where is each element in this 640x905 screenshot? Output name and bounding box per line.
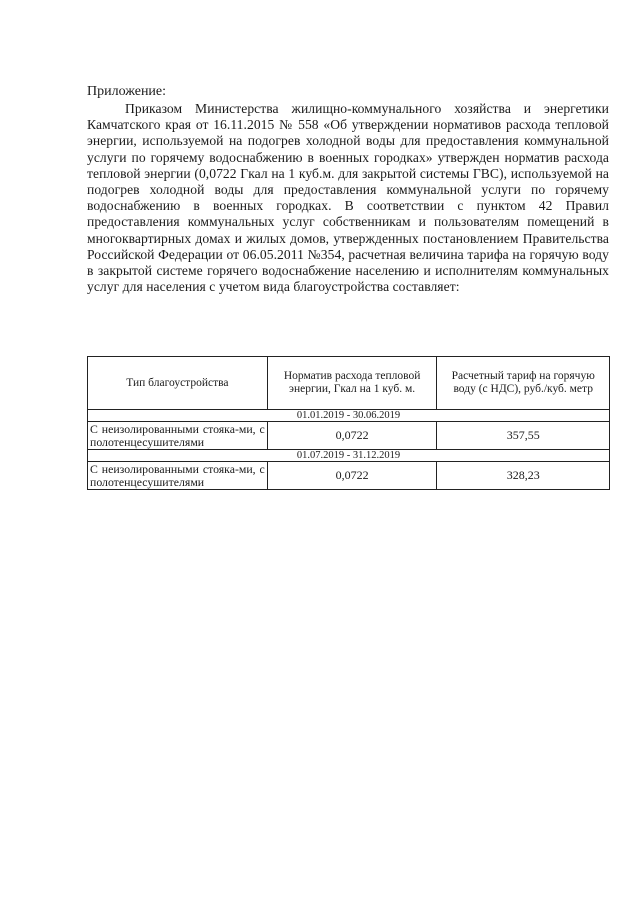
table-row (88, 422, 610, 450)
header-norm (267, 357, 437, 410)
period-row-1 (88, 410, 610, 422)
table-row (88, 462, 610, 490)
header-tariff-text: Расчетный тариф на горячую воду (с НДС), руб./куб. метр (451, 370, 595, 395)
row-norm: 0,0722 (267, 462, 437, 490)
period-label: 01.01.2019 - 30.06.2019 (88, 410, 610, 422)
row-type: С неизолированными стояка-ми, с полотенцесушителями (88, 462, 268, 490)
appendix-heading: Приложение: (87, 84, 167, 99)
table-header-row (88, 357, 610, 410)
row-tariff: 357,55 (437, 422, 610, 450)
header-norm-text: Норматив расхода тепловой энергии, Гкал на 1 куб. м. (283, 370, 421, 395)
row-type: С неизолированными стояка-ми, с полотенцесушителями (88, 422, 268, 450)
row-tariff: 328,23 (437, 462, 610, 490)
document-body (87, 83, 609, 295)
row-norm: 0,0722 (267, 422, 437, 450)
order-paragraph: Приказом Министерства жилищно-коммунального хозяйства и энергетики Камчатского края от 16.11.2015 № 558 «Об утверждении нормативов расхода тепловой энергии, используемой на подогрев холодной воды для предоставления коммунальной услуги по горячему водоснабжению в военных городках» утвержден норматив расхода тепловой энергии (0,0722 Гкал на 1 куб.м. для закрытой системы ГВС), используемой на подогрев холодной воды для предоставления коммунальной услуги по горячему водоснабжению в военных городках. В соответствии с пунктом 42 Правил предоставления коммунальных услуг собственникам и пользователям помещений в многоквартирных домах и жилых домов, утвержденных постановлением Правительства Российской Федерации от 06.05.2011 №354, расчетная величина тарифа на горячую воду в закрытой системе горячего водоснабжение населению и исполнителям коммунальных услуг для населения с учетом вида благоустройства составляет: (87, 101, 609, 295)
period-label: 01.07.2019 - 31.12.2019 (88, 450, 610, 462)
header-type: Тип благоустройства (88, 357, 268, 410)
header-tariff (437, 357, 610, 410)
tariff-table (87, 356, 610, 490)
period-row-2 (88, 450, 610, 462)
